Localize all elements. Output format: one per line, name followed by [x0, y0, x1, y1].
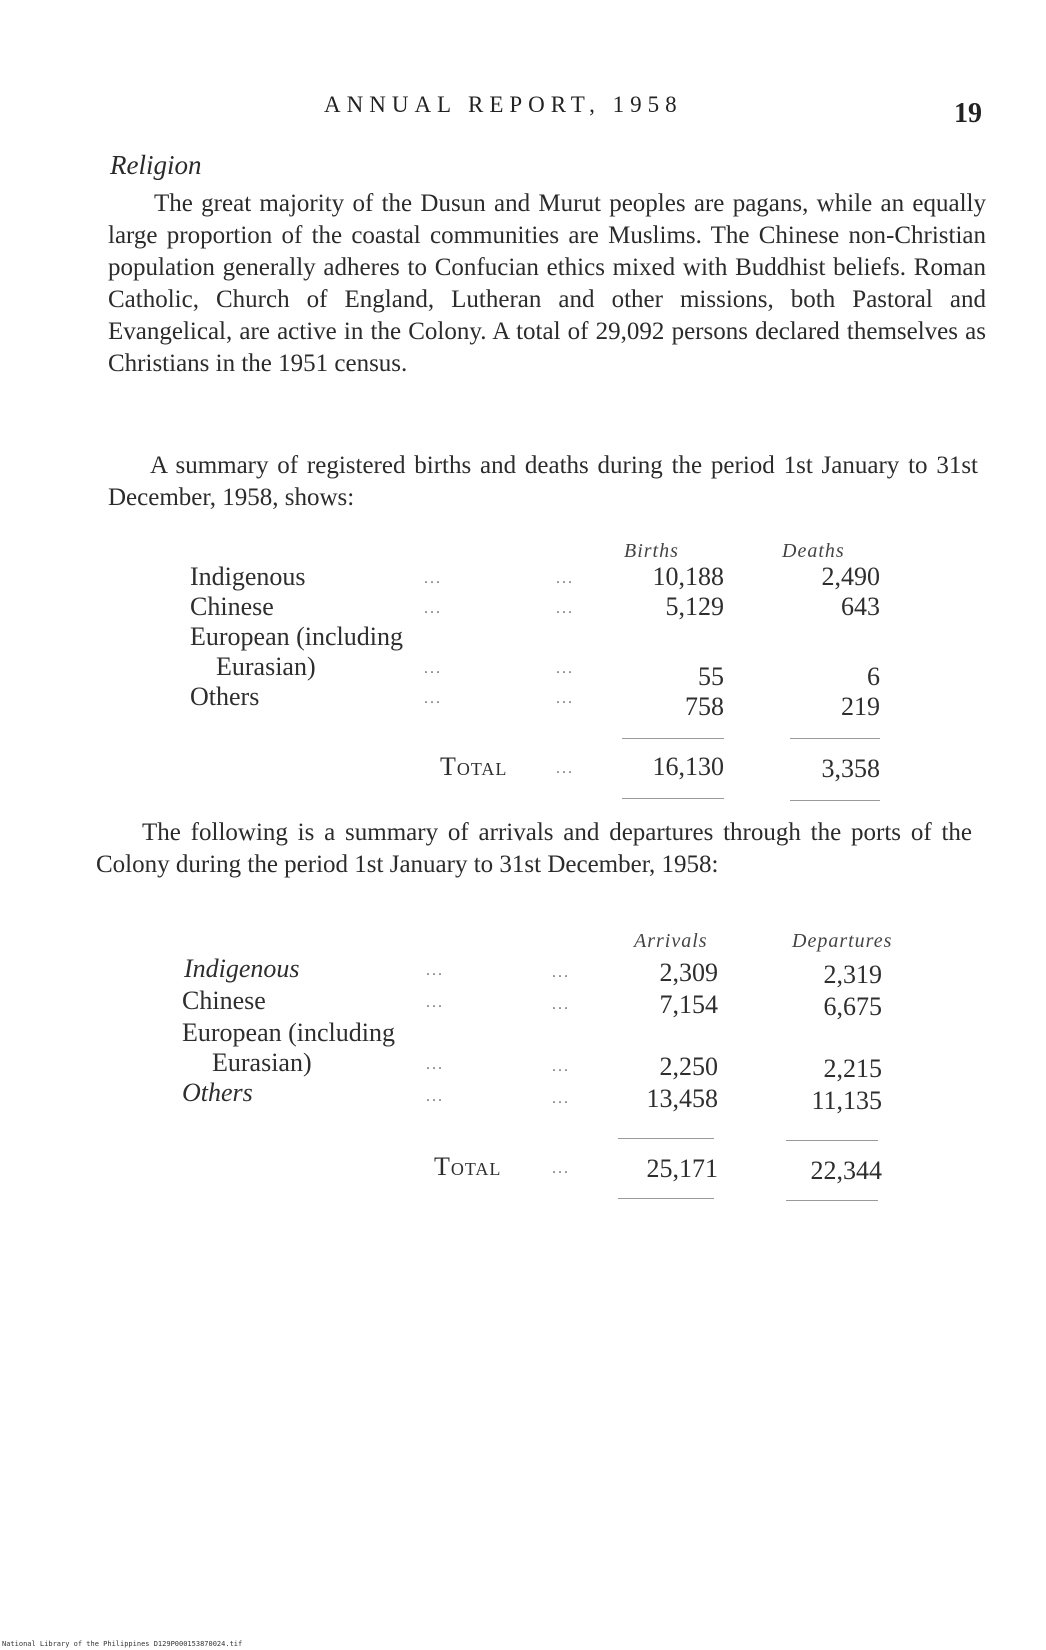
table-row-label: Chinese [182, 986, 266, 1015]
section-heading: Religion [110, 150, 202, 180]
leader-dots: ... [424, 690, 442, 707]
departures-total: 22,344 [810, 1156, 882, 1185]
births-value: 5,129 [665, 592, 724, 621]
table-row-label: Eurasian) [216, 652, 316, 681]
total-label: Total [440, 752, 508, 781]
leader-dots: ... [552, 1058, 570, 1075]
religion-paragraph: The great majority of the Dusun and Murut peoples are pagans, while an equally large proportion of the coastal communities are Muslims. The Chinese non-Christian population generally adheres to Confucian ethics mixed with Buddhist beliefs. Roman Catholic, Church of England, Lutheran and other missions, both Pastoral and Evangelical, are active in the Colony. A total of 29,092 persons declared themselves as Christians in the 1951 census. [108, 190, 986, 377]
deaths-value: 643 [841, 592, 880, 621]
births-deaths-intro: A summary of registered births and deaths during the period 1st January to 31st December, 1958, shows: [108, 452, 978, 511]
leader-dots: ... [556, 600, 574, 617]
table-row-label: European (including [182, 1018, 395, 1047]
table-row-label: Eurasian) [212, 1048, 312, 1077]
running-head: ANNUAL REPORT, 1958 [324, 92, 683, 117]
departures-value: 11,135 [811, 1086, 882, 1115]
leader-dots: ... [426, 994, 444, 1011]
births-value: 55 [698, 662, 724, 691]
leader-dots: ... [556, 690, 574, 707]
subtotal-rule [622, 738, 724, 739]
leader-dots: ... [552, 1160, 570, 1177]
deaths-value: 6 [867, 662, 880, 691]
leader-dots: ... [426, 1088, 444, 1105]
leader-dots: ... [556, 660, 574, 677]
leader-dots: ... [552, 1090, 570, 1107]
column-header-deaths: Deaths [782, 540, 845, 562]
deaths-value: 219 [841, 692, 880, 721]
subtotal-rule [786, 1140, 878, 1141]
table-row-label: Others [182, 1078, 253, 1107]
arrivals-departures-intro: The following is a summary of arrivals and departures through the ports of the Colony during the period 1st January to 31st December, 1958: [96, 819, 972, 878]
total-rule [618, 1198, 714, 1199]
table-row-label: European (including [190, 622, 403, 651]
total-rule [786, 1200, 878, 1201]
scan-footer-note: National Library of the Philippines D129P000153870024.tif [2, 1640, 243, 1648]
table-row-label: Chinese [190, 592, 274, 621]
births-value: 758 [685, 692, 724, 721]
arrivals-value: 13,458 [646, 1084, 718, 1113]
leader-dots: ... [426, 962, 444, 979]
arrivals-total: 25,171 [646, 1154, 718, 1183]
leader-dots: ... [552, 964, 570, 981]
subtotal-rule [618, 1138, 714, 1139]
leader-dots: ... [424, 600, 442, 617]
total-rule [622, 798, 724, 799]
table-row-label: Indigenous [184, 954, 300, 983]
column-header-departures: Departures [792, 930, 893, 952]
deaths-total: 3,358 [821, 754, 880, 783]
total-label: Total [434, 1152, 502, 1181]
departures-value: 2,215 [823, 1054, 882, 1083]
births-value: 10,188 [652, 562, 724, 591]
leader-dots: ... [552, 996, 570, 1013]
total-rule [790, 800, 880, 801]
page-number: 19 [954, 98, 982, 129]
departures-value: 2,319 [823, 960, 882, 989]
leader-dots: ... [556, 570, 574, 587]
leader-dots: ... [426, 1056, 444, 1073]
leader-dots: ... [556, 760, 574, 777]
arrivals-value: 7,154 [659, 990, 718, 1019]
column-header-births: Births [624, 540, 679, 562]
arrivals-value: 2,250 [659, 1052, 718, 1081]
leader-dots: ... [424, 660, 442, 677]
subtotal-rule [790, 738, 880, 739]
table-row-label: Indigenous [190, 562, 306, 591]
departures-value: 6,675 [823, 992, 882, 1021]
column-header-arrivals: Arrivals [634, 930, 708, 952]
births-total: 16,130 [652, 752, 724, 781]
table-row-label: Others [190, 682, 260, 711]
arrivals-value: 2,309 [659, 958, 718, 987]
deaths-value: 2,490 [821, 562, 880, 591]
leader-dots: ... [424, 570, 442, 587]
